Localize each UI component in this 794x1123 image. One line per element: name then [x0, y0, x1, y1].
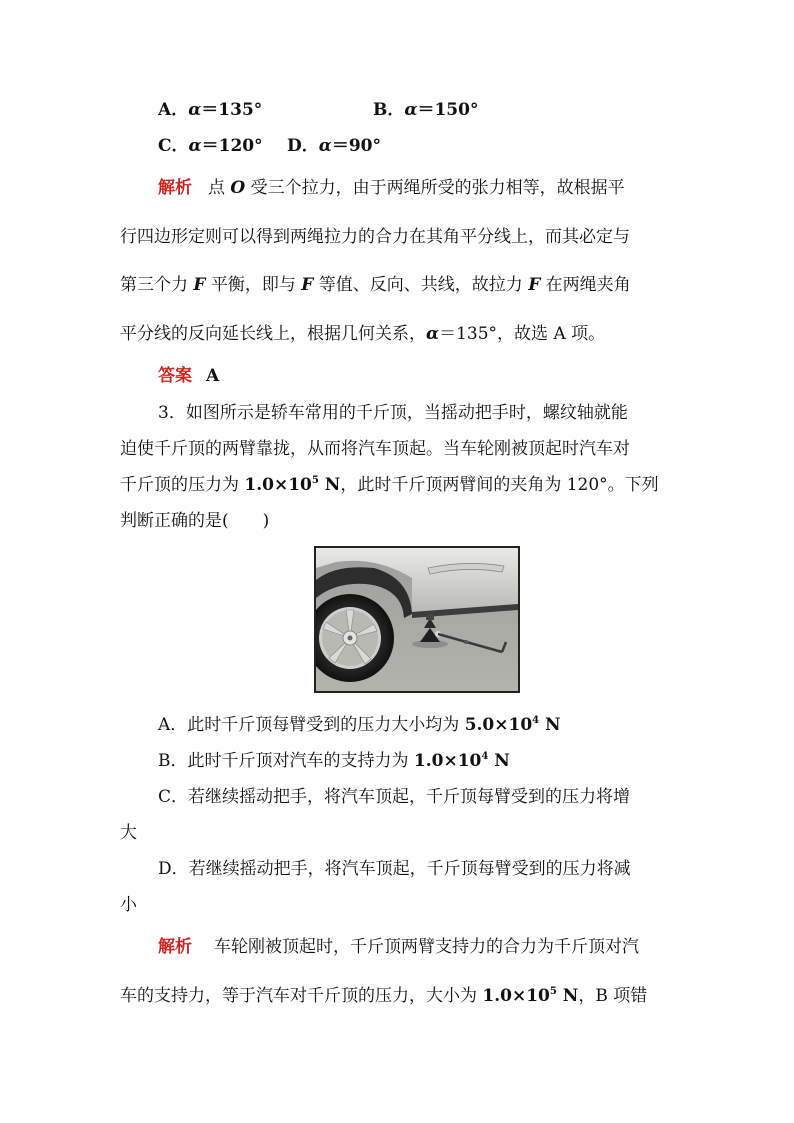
q3-analysis-line-2: 车的支持力，等于汽车对千斤顶的压力，大小为 $1.0\times 10^5$ N，B 项错 [120, 986, 648, 1006]
q2-option-b: B．α＝150° [373, 100, 479, 120]
q2-option-c: C．α＝120° [158, 136, 263, 156]
q2-analysis-line-3: 第三个力 F 平衡，即与 F 等值、反向、共线，故拉力 F 在两绳夹角 [120, 275, 631, 295]
q2-analysis-line-4: 平分线的反向延长线上，根据几何关系，α＝135°，故选 A 项。 [120, 324, 606, 344]
q2-option-d: D．α＝90° [287, 136, 382, 156]
q3-option-d-line-1: D．若继续摇动把手，将汽车顶起，千斤顶每臂受到的压力将减 [158, 859, 631, 879]
car-jack-photo [314, 546, 520, 693]
q3-option-d-line-2: 小 [120, 895, 137, 915]
q2-answer [158, 365, 219, 387]
q3-option-c-line-1: C．若继续摇动把手，将汽车顶起，千斤顶每臂受到的压力将增 [158, 787, 631, 807]
q3-option-b: B．此时千斤顶对汽车的支持力为 $1.0\times 10^4$ N [158, 751, 510, 771]
answer-value: A [206, 366, 220, 386]
q3-stem-line-3: 千斤顶的压力为 $1.0\times 10^5$ N，此时千斤顶两臂间的夹角为 120°。下列 [120, 475, 659, 495]
car-jack-illustration [316, 548, 518, 691]
q2-analysis-line-1: 解析 点 O 受三个拉力，由于两绳所受的张力相等，故根据平 [158, 178, 625, 198]
analysis-label: 解析 [158, 937, 192, 957]
q2-option-a: A．α＝135° [158, 100, 263, 120]
q2-analysis-line-2: 行四边形定则可以得到两绳拉力的合力在其角平分线上，而其必定与 [120, 227, 630, 247]
q3-analysis-line-1: 解析 车轮刚被顶起时，千斤顶两臂支持力的合力为千斤顶对汽 [158, 937, 639, 957]
answer-label: 答案 [158, 366, 192, 386]
analysis-label: 解析 [158, 178, 192, 198]
q3-option-c-line-2: 大 [120, 823, 137, 843]
q3-stem-line-2: 迫使千斤顶的两臂靠拢，从而将汽车顶起。当车轮刚被顶起时汽车对 [120, 439, 630, 459]
q3-stem-line-4: 判断正确的是( ) [120, 511, 270, 531]
q3-option-a: A．此时千斤顶每臂受到的压力大小均为 $5.0\times 10^4$ N [158, 715, 561, 735]
q3-stem-line-1: 3．如图所示是轿车常用的千斤顶，当摇动把手时，螺纹轴就能 [158, 403, 628, 423]
